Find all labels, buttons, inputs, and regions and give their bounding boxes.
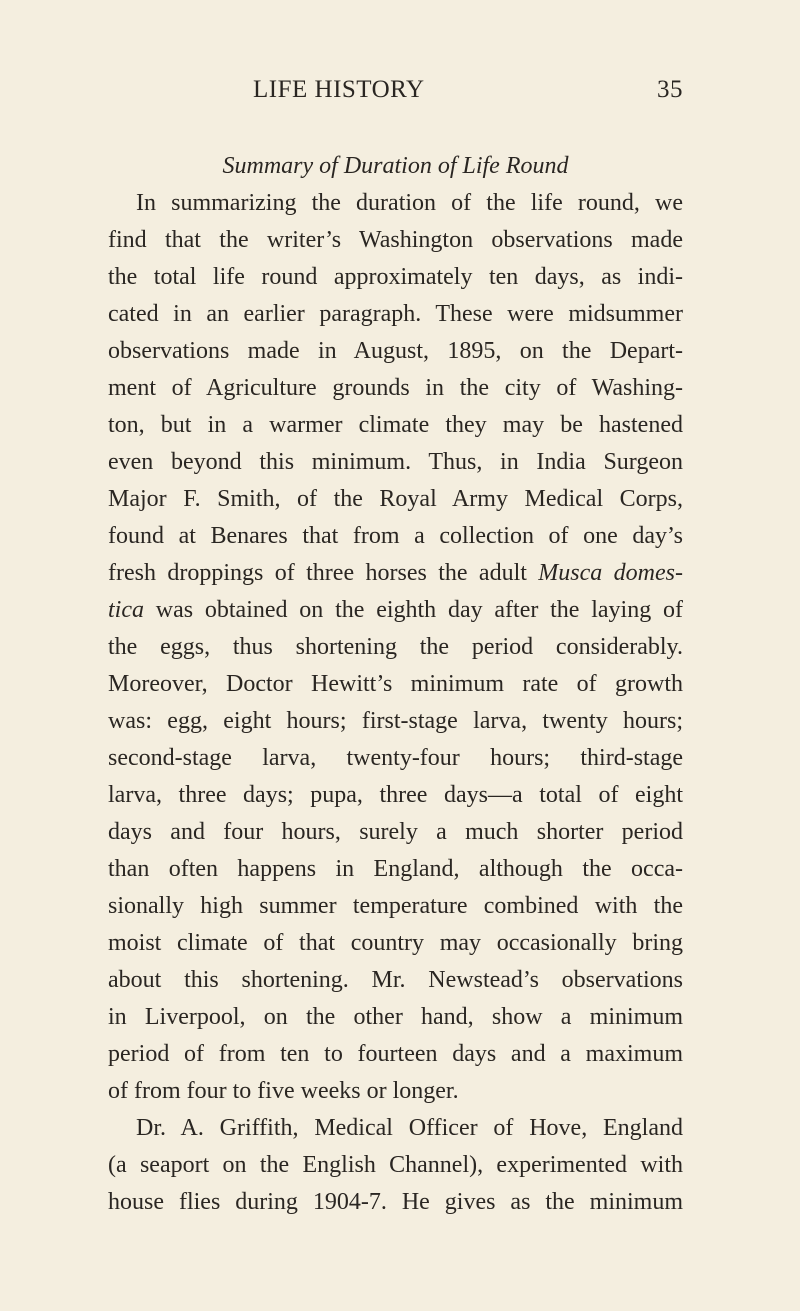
species-name: Musca domes- bbox=[538, 560, 683, 586]
running-title: LIFE HISTORY bbox=[253, 76, 425, 103]
text-line: than often happens in England, although the occa- bbox=[108, 856, 683, 882]
text-line-with-species bbox=[108, 555, 683, 592]
text-line: house flies during 1904-7. He gives as the minimum bbox=[108, 1189, 683, 1215]
text-line: days and four hours, surely a much shorter period bbox=[108, 819, 683, 845]
section-heading: Summary of Duration of Life Round bbox=[222, 153, 569, 179]
text-line: (a seaport on the English Channel), experimented with bbox=[108, 1152, 683, 1178]
text-line: period of from ten to fourteen days and a maximum bbox=[108, 1041, 683, 1067]
text-line: ment of Agriculture grounds in the city of Washing- bbox=[108, 375, 683, 401]
text-line: of from four to five weeks or longer. bbox=[108, 1078, 459, 1104]
text-line: the eggs, thus shortening the period considerably. bbox=[108, 634, 683, 660]
text-line: Major F. Smith, of the Royal Army Medical Corps, bbox=[108, 486, 683, 512]
species-name: tica bbox=[108, 597, 144, 623]
text-line: Dr. A. Griffith, Medical Officer of Hove, England bbox=[136, 1115, 683, 1141]
body-text bbox=[108, 148, 683, 1221]
page-number: 35 bbox=[657, 76, 683, 103]
text-line: In summarizing the duration of the life round, we bbox=[136, 190, 683, 216]
text-line: larva, three days; pupa, three days—a total of eight bbox=[108, 782, 683, 808]
running-head bbox=[108, 76, 683, 110]
text-line: find that the writer’s Washington observations made bbox=[108, 227, 683, 253]
text-segment: fresh droppings of three horses the adult bbox=[108, 560, 527, 586]
text-line: found at Benares that from a collection of one day’s bbox=[108, 523, 683, 549]
text-line: ton, but in a warmer climate they may be hastened bbox=[108, 412, 683, 438]
text-line: sionally high summer temperature combined with the bbox=[108, 893, 683, 919]
text-line: second-stage larva, twenty-four hours; third-stage bbox=[108, 745, 683, 771]
text-line: moist climate of that country may occasionally bring bbox=[108, 930, 683, 956]
text-line: Moreover, Doctor Hewitt’s minimum rate of growth bbox=[108, 671, 683, 697]
text-line: about this shortening. Mr. Newstead’s observations bbox=[108, 967, 683, 993]
text-line: cated in an earlier paragraph. These were midsummer bbox=[108, 301, 683, 327]
text-line-with-species bbox=[108, 592, 683, 629]
text-line: even beyond this minimum. Thus, in India Surgeon bbox=[108, 449, 683, 475]
text-line: the total life round approximately ten days, as indi- bbox=[108, 264, 683, 290]
text-segment: was obtained on the eighth day after the laying of bbox=[155, 597, 683, 623]
text-line: was: egg, eight hours; first-stage larva, twenty hours; bbox=[108, 708, 683, 734]
text-line: observations made in August, 1895, on the Depart- bbox=[108, 338, 683, 364]
text-line: in Liverpool, on the other hand, show a minimum bbox=[108, 1004, 683, 1030]
